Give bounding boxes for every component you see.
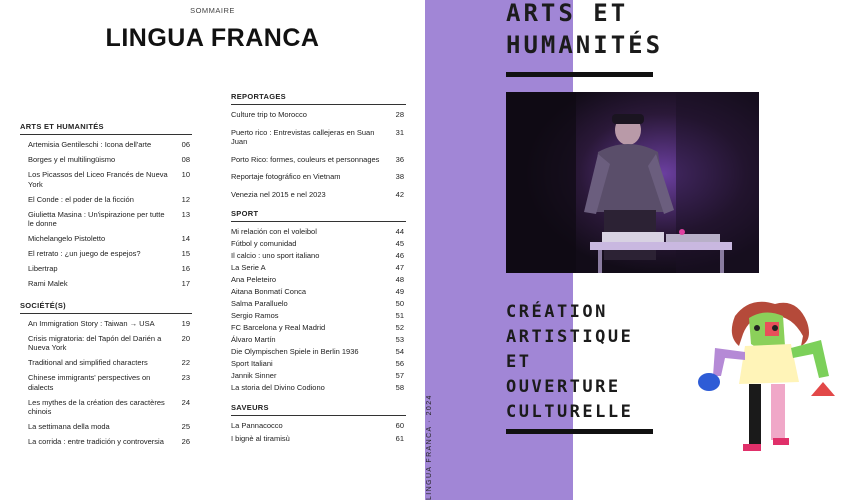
toc-entry[interactable] <box>28 422 192 432</box>
toc-section-heading: REPORTAGES <box>231 92 406 105</box>
toc-entry-page: 16 <box>181 264 190 273</box>
toc-entry-title: FC Barcelona y Real Madrid <box>231 323 326 332</box>
toc-section <box>20 301 192 447</box>
toc-entry-title: Álvaro Martín <box>231 335 276 344</box>
toc-entry-title: Fútbol y comunidad <box>231 239 297 248</box>
toc-entry-title: Chinese immigrants' perspectives on dialects <box>28 373 151 392</box>
subheading-line: ET <box>506 352 532 372</box>
toc-entry[interactable] <box>231 347 406 357</box>
toc-entry-page: 36 <box>395 154 404 164</box>
toc-entry[interactable] <box>28 398 192 417</box>
subheading-line: OUVERTURE <box>506 377 621 397</box>
toc-entry[interactable] <box>231 311 406 321</box>
toc-column-1 <box>20 122 192 459</box>
illustration-figure <box>695 296 850 461</box>
toc-section <box>231 92 406 199</box>
toc-entry-title: Puerto rico : Entrevistas callejeras en Suan Juan <box>231 127 375 146</box>
toc-entry[interactable] <box>231 251 406 261</box>
toc-entry-page: 22 <box>181 358 190 367</box>
subheading-line: CULTURELLE <box>506 402 634 422</box>
toc-entry-title: Artemisia Gentileschi : Icona dell'arte <box>28 140 152 149</box>
toc-entry-title: Jannik Sinner <box>231 371 277 380</box>
toc-entry-page: 44 <box>395 227 404 236</box>
toc-entry-page: 60 <box>395 420 404 430</box>
subheading-line: ARTISTIQUE <box>506 327 634 347</box>
toc-entry-page: 12 <box>181 194 190 204</box>
toc-section-heading: SAVEURS <box>231 403 406 416</box>
toc-entry-page: 58 <box>395 383 404 392</box>
toc-entry-page: 23 <box>181 373 190 382</box>
toc-entry-title: Il calcio : uno sport italiano <box>231 251 320 260</box>
subheading <box>506 300 633 425</box>
toc-section <box>231 403 406 444</box>
toc-entry[interactable] <box>231 239 406 249</box>
toc-entry-page: 06 <box>181 140 190 149</box>
toc-entry-page: 57 <box>395 371 404 380</box>
toc-entry-title: El retrato : ¿un juego de espejos? <box>28 249 141 258</box>
toc-entry[interactable] <box>231 323 406 333</box>
toc-entry[interactable] <box>28 170 192 189</box>
toc-entry[interactable] <box>28 334 192 353</box>
toc-entry-title: La settimana della moda <box>28 422 110 431</box>
toc-entry[interactable] <box>231 128 406 147</box>
toc-entry[interactable] <box>28 437 192 447</box>
toc-entry-page: 28 <box>395 110 404 119</box>
toc-entry-title: Borges y el multilingüismo <box>28 155 116 164</box>
subheading-line: CRÉATION <box>506 302 608 322</box>
toc-entry-page: 31 <box>395 127 404 137</box>
toc-entry[interactable] <box>231 227 406 237</box>
toc-entry-title: Culture trip to Morocco <box>231 110 307 119</box>
abstract-figure-illustration <box>695 296 850 461</box>
toc-entry-page: 13 <box>181 209 190 219</box>
toc-entry-title: Rami Malek <box>28 279 68 288</box>
toc-entry-page: 52 <box>395 323 404 332</box>
toc-column-2 <box>231 92 406 453</box>
toc-entry-title: El Conde : el poder de la ficción <box>28 194 134 204</box>
toc-entry[interactable] <box>28 358 192 368</box>
toc-section-heading: SPORT <box>231 209 406 222</box>
section-heading-line1: ARTS ET <box>506 0 629 27</box>
toc-entry[interactable] <box>231 110 406 120</box>
toc-entry-title: La storia del Divino Codiono <box>231 383 325 392</box>
subheading-rule <box>506 429 653 434</box>
toc-entry-title: La Serie A <box>231 263 266 272</box>
toc-entry-page: 50 <box>395 299 404 308</box>
toc-entry-page: 56 <box>395 359 404 368</box>
toc-entry-title: Les mythes de la création des caractères chinois <box>28 397 165 416</box>
toc-entry-page: 15 <box>181 249 190 258</box>
toc-entry-page: 47 <box>395 263 404 272</box>
toc-entry-page: 26 <box>181 437 190 446</box>
toc-entry-title: Aitana Bonmatí Conca <box>231 287 307 296</box>
toc-entry-title: Die Olympischen Spiele in Berlin 1936 <box>231 347 359 356</box>
toc-entry-title: La Pannacocco <box>231 420 283 430</box>
toc-entry[interactable] <box>28 140 192 150</box>
toc-entry[interactable] <box>28 249 192 259</box>
vertical-caption: LINGUA FRANCA · 2024 <box>426 394 433 500</box>
toc-entry-title: Traditional and simplified characters <box>28 358 148 367</box>
section-heading <box>506 0 663 61</box>
toc-entry-title: Mi relación con el voleibol <box>231 227 317 236</box>
toc-entry[interactable] <box>231 172 406 182</box>
toc-entry[interactable] <box>231 190 406 200</box>
toc-entry-page: 08 <box>181 155 190 164</box>
toc-entry-page: 42 <box>395 189 404 199</box>
toc-section <box>231 209 406 393</box>
toc-entry[interactable] <box>231 287 406 297</box>
toc-entry-page: 54 <box>395 347 404 356</box>
toc-entry-page: 17 <box>181 279 190 288</box>
toc-entry[interactable] <box>231 359 406 369</box>
sommaire-label: SOMMAIRE <box>190 6 235 15</box>
toc-entry[interactable] <box>28 279 192 289</box>
toc-entry[interactable] <box>28 264 192 274</box>
toc-entry-page: 46 <box>395 251 404 260</box>
toc-entry-title: Giulietta Masina : Un'ispirazione per tutte le donne <box>28 209 165 228</box>
toc-entry-title: Crisis migratoria: del Tapón del Darién a Nueva York <box>28 333 162 352</box>
toc-section <box>20 122 192 289</box>
toc-entry-page: 24 <box>181 397 190 407</box>
toc-entry[interactable] <box>231 263 406 273</box>
toc-entry-title: Reportaje fotográfico en Vietnam <box>231 172 341 181</box>
toc-entry-title: Libertrap <box>28 264 58 273</box>
magazine-title: LINGUA FRANCA <box>105 24 320 52</box>
right-page <box>425 0 850 500</box>
toc-entry[interactable] <box>28 319 192 329</box>
toc-entry[interactable] <box>231 383 406 393</box>
toc-entry-title: Salma Paralluelo <box>231 299 288 308</box>
toc-entry-title: Sergio Ramos <box>231 311 279 320</box>
toc-entry-title: Venezia nel 2015 e nel 2023 <box>231 189 326 199</box>
toc-entry[interactable] <box>231 371 406 381</box>
toc-section-heading: ARTS ET HUMANITÉS <box>20 122 192 135</box>
toc-entry[interactable] <box>231 335 406 345</box>
toc-entry[interactable] <box>231 155 406 165</box>
toc-entry-title: Ana Peleteiro <box>231 275 277 284</box>
toc-entry-page: 53 <box>395 335 404 344</box>
toc-entry[interactable] <box>231 434 406 444</box>
toc-entry-page: 19 <box>181 318 190 328</box>
toc-entry-page: 61 <box>395 433 404 443</box>
toc-entry[interactable] <box>231 275 406 285</box>
section-heading-line2: HUMANITÉS <box>506 31 664 59</box>
toc-entry[interactable] <box>231 421 406 431</box>
toc-entry-title: Michelangelo Pistoletto <box>28 234 106 243</box>
toc-entry[interactable] <box>231 299 406 309</box>
performer-photo-image <box>506 92 759 273</box>
toc-section-heading: SOCIÉTÉ(S) <box>20 301 192 314</box>
toc-entry[interactable] <box>28 373 192 392</box>
toc-entry-title: Porto Rico: formes, couleurs et personnages <box>231 154 380 164</box>
toc-entry-page: 14 <box>181 234 190 243</box>
toc-entry-page: 45 <box>395 239 404 248</box>
toc-entry-title: Sport Italiani <box>231 359 273 368</box>
toc-entry-page: 38 <box>395 172 404 181</box>
toc-entry-page: 10 <box>181 170 190 179</box>
toc-entry-page: 51 <box>395 311 404 320</box>
toc-entry[interactable] <box>28 195 192 205</box>
toc-entry-title: Los Picassos del Liceo Francés de Nueva York <box>28 170 168 189</box>
toc-entry[interactable] <box>28 210 192 229</box>
toc-entry-title: An Immigration Story : Taiwan → USA <box>28 318 155 328</box>
toc-entry-page: 20 <box>181 333 190 343</box>
toc-entry-page: 48 <box>395 275 404 284</box>
toc-entry-page: 49 <box>395 287 404 296</box>
toc-entry[interactable] <box>28 234 192 244</box>
toc-entry-title: I bignè al tiramisù <box>231 433 290 443</box>
toc-entry-title: La corrida : entre tradición y controversia <box>28 437 164 446</box>
performer-photo <box>506 92 759 273</box>
heading-rule <box>506 72 653 77</box>
toc-entry[interactable] <box>28 155 192 165</box>
toc-entry-page: 25 <box>181 422 190 431</box>
